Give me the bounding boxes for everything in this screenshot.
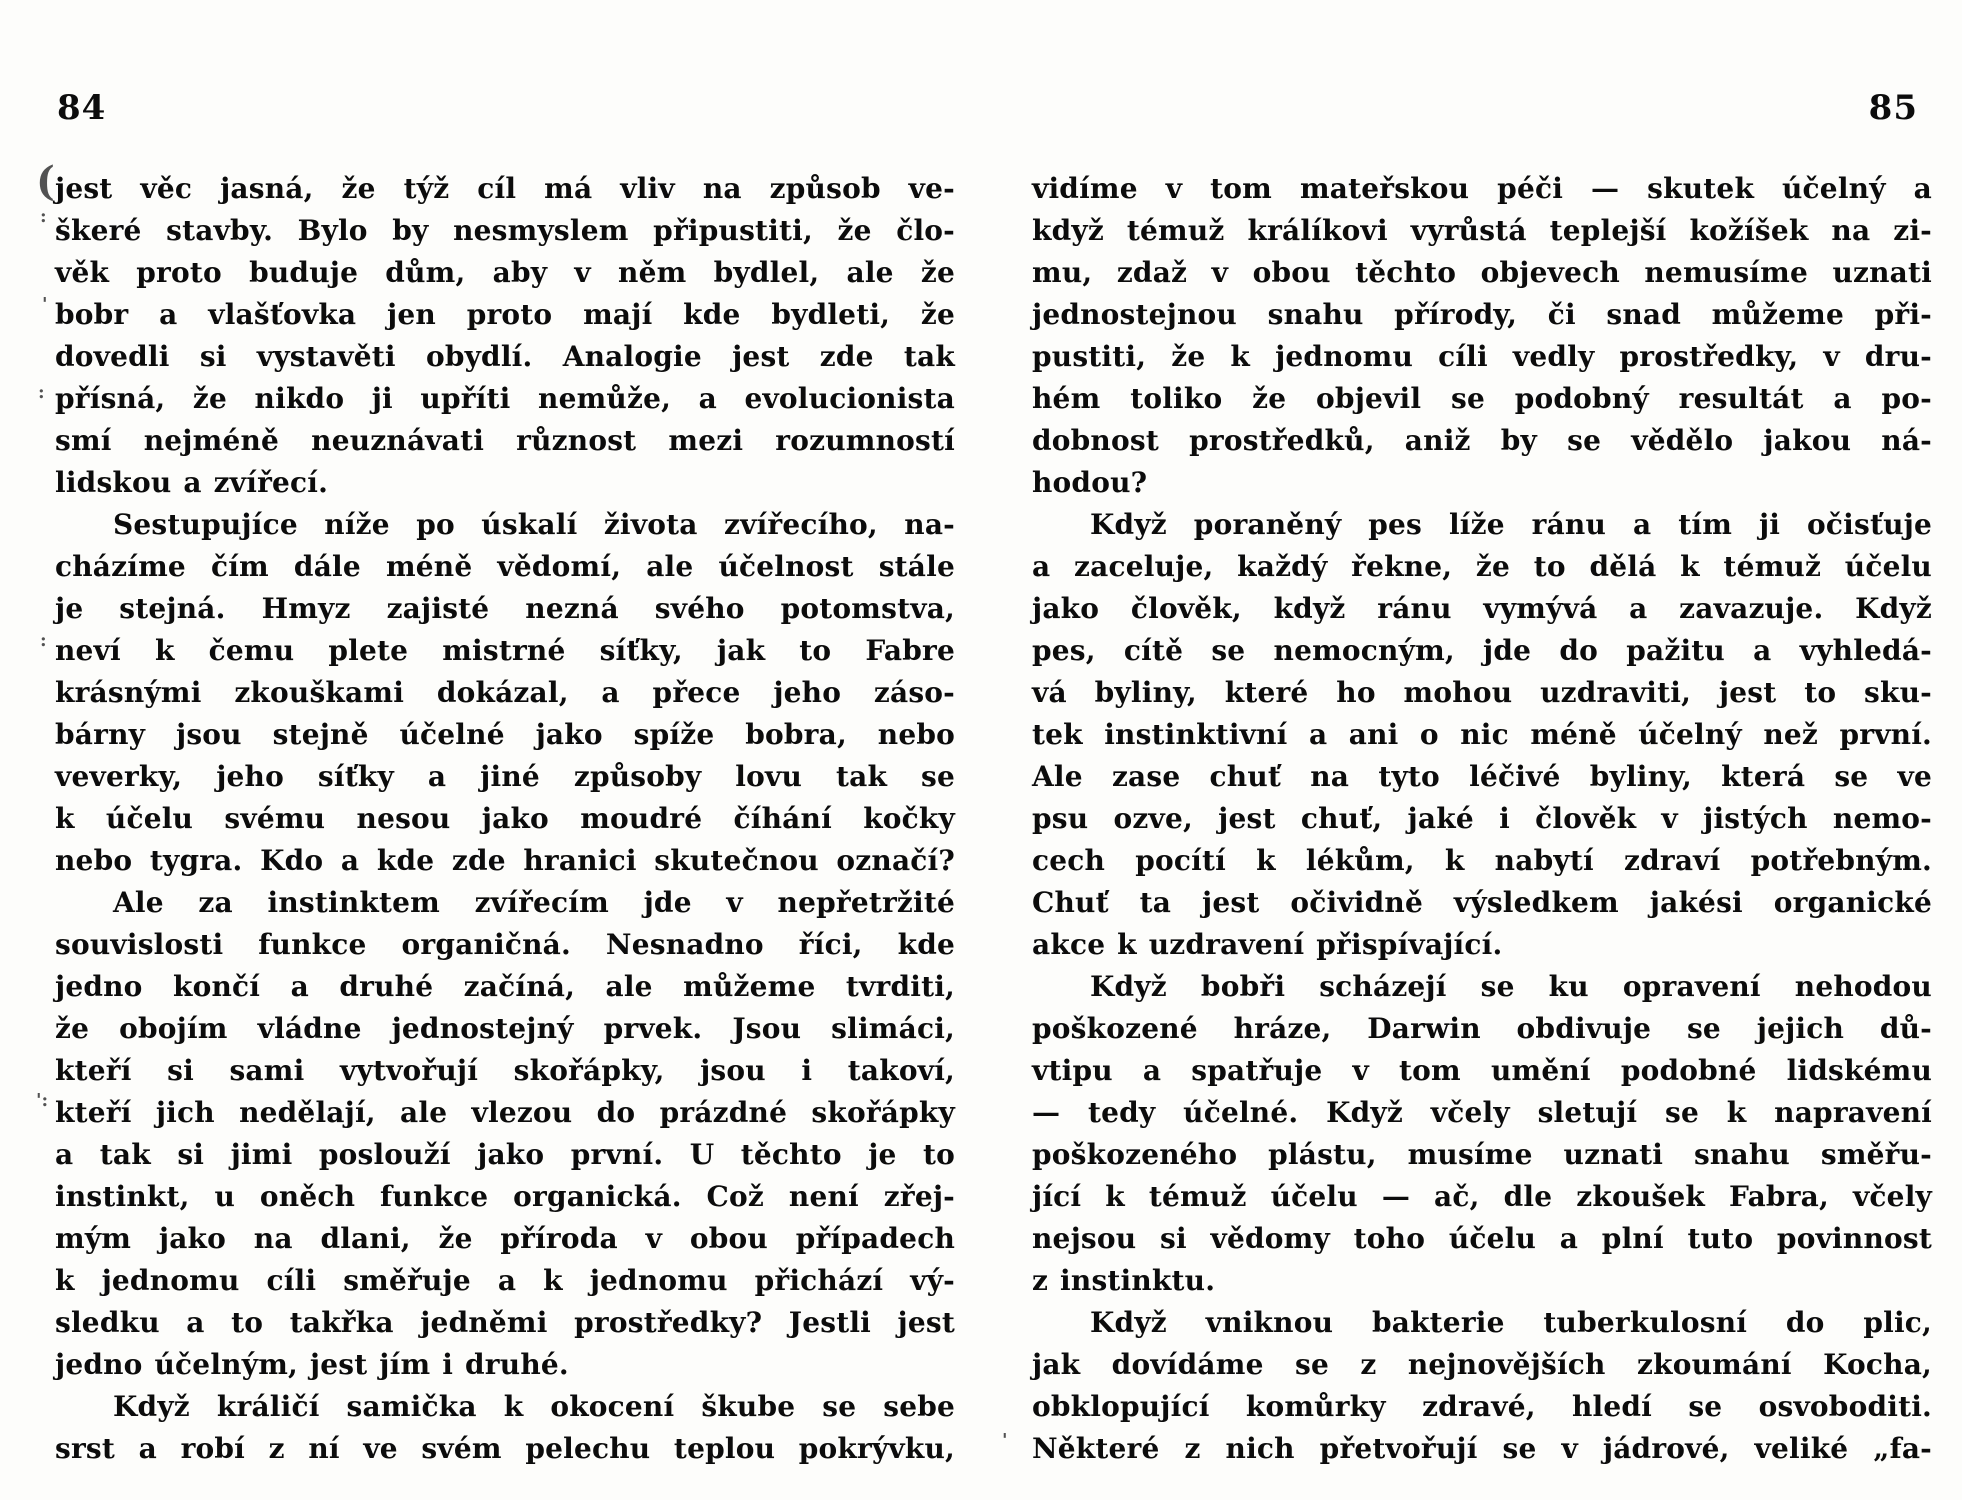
page-number-right: 85	[1868, 88, 1918, 128]
text-line: Ale za instinktem zvířecím jde v nepřetržité	[113, 886, 955, 919]
text-line: že obojím vládne jednostejný prvek. Jsou slimáci,	[55, 1012, 955, 1045]
text-line: Když poraněný pes líže ránu a tím ji očisťuje	[1090, 508, 1932, 541]
text-line: obklopující komůrky zdravé, hledí se osvoboditi.	[1032, 1390, 1932, 1423]
text-line: kteří jich nedělají, ale vlezou do prázdné skořápky	[55, 1096, 955, 1129]
text-line: jest věc jasná, že týž cíl má vliv na způsob ve-	[55, 172, 955, 205]
text-line: hodou?	[1032, 466, 1148, 499]
text-line: vidíme v tom mateřskou péči — skutek účelný a	[1032, 172, 1932, 205]
scan-speck: :	[38, 382, 45, 403]
text-line: Sestupujíce níže po úskalí života zvířecího, na-	[113, 508, 955, 541]
text-line: — tedy účelné. Když včely sletují se k napravení	[1032, 1096, 1932, 1129]
text-line: dobnost prostředků, aniž by se vědělo jakou ná-	[1032, 424, 1932, 457]
text-line: Ale zase chuť na tyto léčivé byliny, která se ve	[1032, 760, 1932, 793]
left-page-text-block	[55, 168, 955, 1470]
text-line: poškozené hráze, Darwin obdivuje se jejich dů-	[1032, 1012, 1932, 1045]
text-line: hém toliko že objevil se podobný resultát a po-	[1032, 382, 1932, 415]
text-line: a zaceluje, každý řekne, že to dělá k témuž účelu	[1032, 550, 1932, 583]
scan-speck: (	[36, 158, 55, 205]
text-line: neví k čemu plete mistrné síťky, jak to Fabre	[55, 634, 955, 667]
text-line: když témuž králíkovi vyrůstá teplejší kožíšek na zi-	[1032, 214, 1932, 247]
text-line: instinkt, u oněch funkce organická. Což není zřej-	[55, 1180, 955, 1213]
text-line: jednostejnou snahu přírody, či snad můžeme při-	[1032, 298, 1932, 331]
text-line: Některé z nich přetvořují se v jádrové, veliké „fa-	[1032, 1432, 1932, 1465]
text-line: bobr a vlašťovka jen proto mají kde bydleti, že	[55, 298, 955, 331]
text-line: k jednomu cíli směřuje a k jednomu přichází vý-	[55, 1264, 955, 1297]
text-line: mým jako na dlani, že příroda v obou případech	[55, 1222, 955, 1255]
right-page-text-block	[1032, 168, 1932, 1470]
scan-speck: '	[1002, 1430, 1008, 1451]
text-line: veverky, jeho síťky a jiné způsoby lovu tak se	[55, 760, 955, 793]
text-line: cech pocítí k lékům, k nabytí zdraví potřebným.	[1032, 844, 1932, 877]
text-line: vtipu a spatřuje v tom umění podobné lidskému	[1032, 1054, 1932, 1087]
scan-speck: :	[40, 630, 47, 651]
text-line: Když králičí samička k okocení škube se sebe	[113, 1390, 955, 1423]
text-line: sledku a to takřka jedněmi prostředky? Jestli jest	[55, 1306, 955, 1339]
text-line: akce k uzdravení přispívající.	[1032, 928, 1503, 961]
text-line: bárny jsou stejně účelné jako spíže bobra, nebo	[55, 718, 955, 751]
text-line: mu, zdaž v obou těchto objevech nemusíme uznati	[1032, 256, 1932, 289]
text-line: vá byliny, které ho mohou uzdraviti, jest to sku-	[1032, 676, 1932, 709]
text-line: srst a robí z ní ve svém pelechu teplou pokrývku,	[55, 1432, 955, 1465]
text-line: krásnými zkouškami dokázal, a přece jeho záso-	[55, 676, 955, 709]
text-line: k účelu svému nesou jako moudré číhání kočky	[55, 802, 955, 835]
text-line: cházíme čím dále méně vědomí, ale účelnost stále	[55, 550, 955, 583]
text-line: poškozeného plástu, musíme uznati snahu směřu-	[1032, 1138, 1932, 1171]
text-line: pes, cítě se nemocným, jde do pažitu a vyhledá-	[1032, 634, 1932, 667]
text-line: je stejná. Hmyz zajisté nezná svého potomstva,	[55, 592, 955, 625]
text-line: pustiti, že k jednomu cíli vedly prostředky, v dru-	[1032, 340, 1932, 373]
text-line: souvislosti funkce organičná. Nesnadno říci, kde	[55, 928, 955, 961]
text-line: z instinktu.	[1032, 1264, 1216, 1297]
text-line: jak dovídáme se z nejnovějších zkoumání Kocha,	[1032, 1348, 1932, 1381]
page-number-left: 84	[57, 88, 107, 128]
text-line: jako člověk, když ránu vymývá a zavazuje. Když	[1032, 592, 1932, 625]
text-line: věk proto buduje dům, aby v něm bydlel, ale že	[55, 256, 955, 289]
text-line: Když vniknou bakterie tuberkulosní do plic,	[1090, 1306, 1932, 1339]
text-line: přísná, že nikdo ji upříti nemůže, a evolucionista	[55, 382, 955, 415]
text-line: jedno účelným, jest jím i druhé.	[55, 1348, 569, 1381]
text-line: jedno končí a druhé začíná, ale můžeme tvrditi,	[55, 970, 955, 1003]
text-line: Chuť ta jest očividně výsledkem jakési organické	[1032, 886, 1932, 919]
text-line: a tak si jimi poslouží jako první. U těchto je to	[55, 1138, 955, 1171]
text-line: kteří si sami vytvořují skořápky, jsou i takoví,	[55, 1054, 955, 1087]
scan-speck: '	[42, 294, 48, 315]
text-line: tek instinktivní a ani o nic méně účelný než první.	[1032, 718, 1932, 751]
text-line: psu ozve, jest chuť, jaké i člověk v jistých nemo-	[1032, 802, 1932, 835]
text-line: nebo tygra. Kdo a kde zde hranici skutečnou označí?	[55, 844, 955, 877]
text-line: Když bobři scházejí se ku opravení nehodou	[1090, 970, 1932, 1003]
text-line: jící k témuž účelu — ač, dle zkoušek Fabra, včely	[1032, 1180, 1932, 1213]
text-line: nejsou si vědomy toho účelu a plní tuto povinnost	[1032, 1222, 1932, 1255]
text-line: škeré stavby. Bylo by nesmyslem připustiti, že člo-	[55, 214, 955, 247]
text-line: dovedli si vystavěti obydlí. Analogie jest zde tak	[55, 340, 955, 373]
text-line: smí nejméně neuznávati různost mezi rozumností	[55, 424, 955, 457]
text-line: lidskou a zvířecí.	[55, 466, 329, 499]
scan-speck: ':	[36, 1090, 49, 1111]
scan-speck: :	[40, 206, 47, 227]
